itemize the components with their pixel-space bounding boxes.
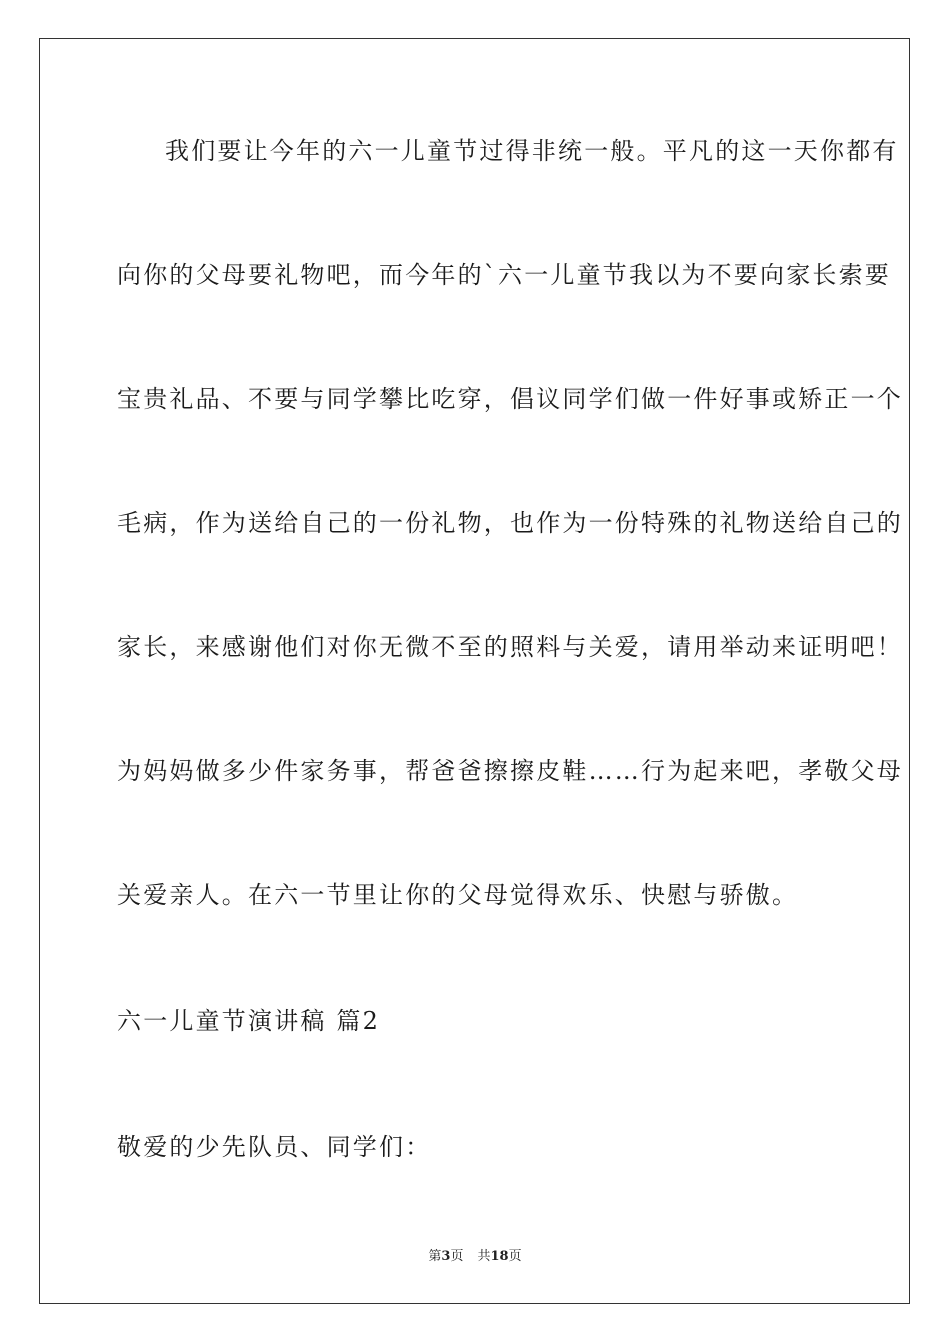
- paragraph-line-1: 我们要让今年的六一儿童节过得非统一般。平凡的这一天你都有: [165, 137, 899, 165]
- section-heading: 六一儿童节演讲稿 篇2: [117, 1007, 381, 1035]
- paragraph-line-3: 宝贵礼品、不要与同学攀比吃穿，倡议同学们做一件好事或矫正一个: [117, 385, 903, 413]
- footer-page-suffix: 页: [450, 1249, 464, 1264]
- footer-total-prefix: 共: [477, 1249, 491, 1264]
- footer-page-number: 3: [441, 1249, 451, 1264]
- paragraph-line-7: 关爱亲人。在六一节里让你的父母觉得欢乐、快慰与骄傲。: [117, 881, 799, 909]
- salutation-line: 敬爱的少先队员、同学们：: [117, 1133, 432, 1161]
- page-frame: [39, 38, 910, 1304]
- paragraph-line-4: 毛病，作为送给自己的一份礼物，也作为一份特殊的礼物送给自己的: [117, 509, 903, 537]
- page-footer: [0, 1249, 950, 1265]
- footer-total-pages: 18: [490, 1249, 509, 1264]
- footer-page-prefix: 第: [428, 1249, 442, 1264]
- paragraph-line-6: 为妈妈做多少件家务事，帮爸爸擦擦皮鞋……行为起来吧，孝敬父母: [117, 757, 903, 785]
- footer-total-suffix: 页: [508, 1249, 522, 1264]
- paragraph-line-5: 家长，来感谢他们对你无微不至的照料与关爱，请用举动来证明吧！: [117, 633, 903, 661]
- paragraph-line-2: 向你的父母要礼物吧，而今年的`六一儿童节我以为不要向家长索要: [117, 261, 891, 289]
